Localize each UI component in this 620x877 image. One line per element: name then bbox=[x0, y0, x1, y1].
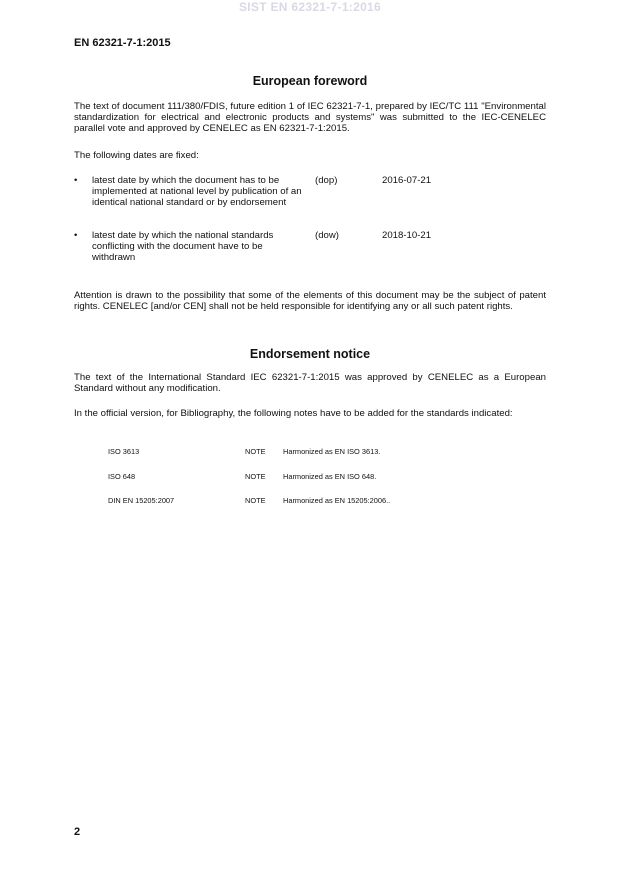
date-item-text: latest date by which the national standards conflicting with the document have to be withdrawn bbox=[92, 230, 274, 264]
date-item-date: 2018-10-21 bbox=[382, 230, 432, 241]
endorsement-paragraph: The text of the International Standard IEC 62321-7-1:2015 was approved by CENELEC as a European Standard without any modification. bbox=[74, 372, 546, 395]
note-text: Harmonized as EN ISO 3613. bbox=[283, 447, 381, 456]
endorsement-heading: Endorsement notice bbox=[249, 347, 371, 361]
date-item-text: latest date by which the document has to be implemented at national level by publication of an identical national standard or by endorsement bbox=[92, 175, 302, 209]
bullet-icon: • bbox=[74, 230, 78, 241]
date-item-abbr: (dow) bbox=[315, 230, 339, 241]
date-item-date: 2016-07-21 bbox=[382, 175, 432, 186]
date-item-abbr: (dop) bbox=[315, 175, 338, 186]
note-standard: ISO 648 bbox=[108, 472, 136, 481]
foreword-paragraph: The text of document 111/380/FDIS, future edition 1 of IEC 62321-7-1, prepared by IEC/TC 111 "Environmental standardization for electrical and electronic products and systems" was submitted to the IEC-CENELEC parallel vote and approved by CENELEC as EN 62321-7-1:2015. bbox=[74, 101, 546, 135]
note-label: NOTE bbox=[245, 447, 266, 456]
dates-intro: The following dates are fixed: bbox=[74, 150, 199, 161]
document-id: EN 62321-7-1:2015 bbox=[74, 37, 171, 49]
note-standard: DIN EN 15205:2007 bbox=[108, 496, 175, 505]
note-text: Harmonized as EN ISO 648. bbox=[283, 472, 377, 481]
patent-paragraph: Attention is drawn to the possibility that some of the elements of this document may be the subject of patent rights. CENELEC [and/or CEN] shall not be held responsible for identifying any or all such patent rights. bbox=[74, 290, 546, 313]
bullet-icon: • bbox=[74, 175, 78, 186]
note-label: NOTE bbox=[245, 496, 266, 505]
bibliography-paragraph: In the official version, for Bibliography, the following notes have to be added for the standards indicated: bbox=[74, 408, 513, 419]
watermark: SIST EN 62321-7-1:2016 bbox=[238, 0, 381, 14]
foreword-heading: European foreword bbox=[252, 74, 368, 88]
note-label: NOTE bbox=[245, 472, 266, 481]
page-number: 2 bbox=[74, 826, 81, 838]
note-standard: ISO 3613 bbox=[108, 447, 140, 456]
note-text: Harmonized as EN 15205:2006.. bbox=[283, 496, 391, 505]
